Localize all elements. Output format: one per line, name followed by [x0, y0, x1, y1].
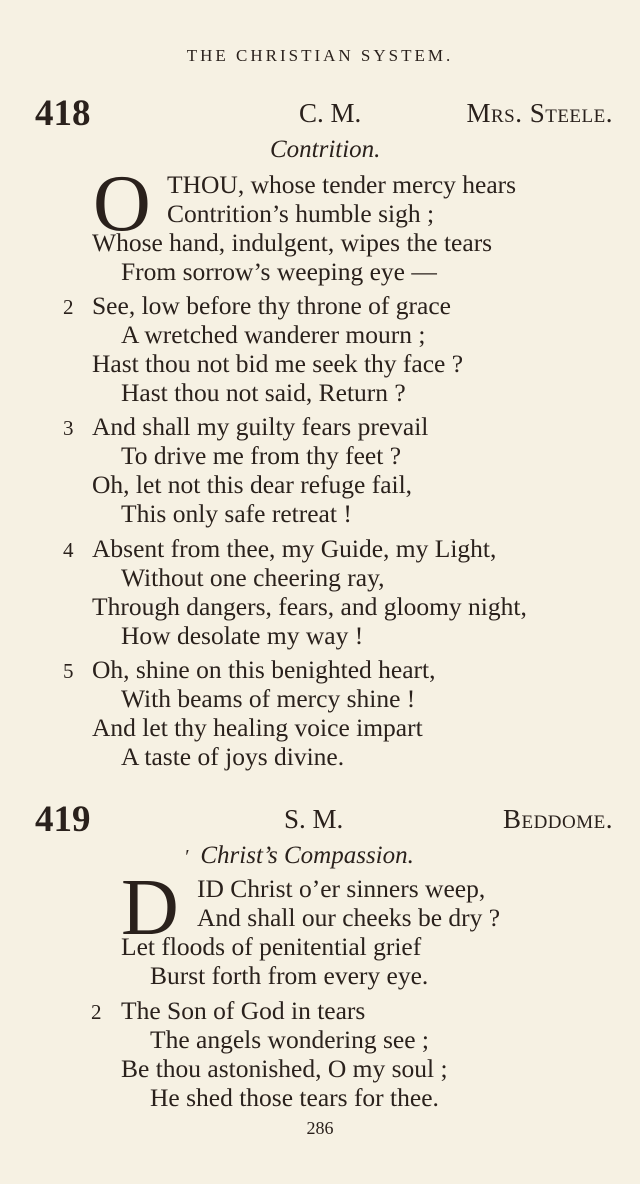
- verse-line: To drive me from thy feet ?: [121, 441, 402, 470]
- stanza-number: 2: [63, 295, 74, 319]
- hymn-title-line: [184, 842, 414, 870]
- hymn-meter: C. M.: [299, 98, 362, 128]
- verse-line: And shall my guilty fears prevail: [92, 412, 429, 441]
- title-mark: ′: [184, 846, 189, 868]
- drop-cap: D: [121, 864, 179, 952]
- verse-line: Hast thou not said, Return ?: [121, 378, 406, 407]
- verse-line: And let thy healing voice impart: [92, 713, 423, 742]
- stanza-number: 3: [63, 416, 74, 440]
- verse-line: How desolate my way !: [121, 621, 364, 650]
- verse-line: See, low before thy throne of grace: [92, 291, 451, 320]
- verse-line: The angels wondering see ;: [150, 1025, 429, 1054]
- verse-line: Whose hand, indulgent, wipes the tears: [92, 228, 493, 257]
- verse-line: ID Christ o’er sinners weep,: [197, 874, 486, 903]
- hymn-header: [0, 92, 640, 132]
- verse-line: A taste of joys divine.: [121, 742, 345, 771]
- verse-line: The Son of God in tears: [121, 996, 366, 1025]
- hymn-meter: S. M.: [284, 804, 344, 834]
- drop-cap: O: [93, 160, 151, 248]
- verse-line: Oh, let not this dear refuge fail,: [92, 470, 413, 499]
- verse-line: And shall our cheeks be dry ?: [197, 903, 501, 932]
- verse-line: Be thou astonished, O my soul ;: [121, 1054, 448, 1083]
- stanza-number: 2: [91, 1000, 102, 1024]
- verse-line: This only safe retreat !: [121, 499, 352, 528]
- hymn-author: Beddome.: [502, 804, 613, 834]
- verse-line: Let floods of penitential grief: [121, 932, 422, 961]
- verse-line: Contrition’s humble sigh ;: [167, 199, 435, 228]
- hymn-header: [0, 798, 640, 838]
- verse-line: Oh, shine on this benighted heart,: [92, 655, 436, 684]
- running-head: THE CHRISTIAN SYSTEM.: [186, 46, 454, 65]
- stanza-number: 5: [63, 659, 74, 683]
- verse-line: Hast thou not bid me seek thy face ?: [92, 349, 464, 378]
- verse-line: With beams of mercy shine !: [121, 684, 416, 713]
- hymn-title: Christ’s Compassion.: [200, 842, 414, 869]
- stanza-number: 4: [63, 538, 74, 562]
- hymn-number: 418: [35, 93, 91, 134]
- hymn-title: Contrition.: [270, 136, 381, 163]
- verse-line: A wretched wanderer mourn ;: [121, 320, 426, 349]
- verse-line: Burst forth from every eye.: [150, 961, 429, 990]
- verse-line: Absent from thee, my Guide, my Light,: [92, 534, 497, 563]
- verse-line: THOU, whose tender mercy hears: [167, 170, 517, 199]
- page-number: 286: [306, 1118, 334, 1138]
- verse-line: He shed those tears for thee.: [150, 1083, 439, 1112]
- verse-line: Without one cheering ray,: [121, 563, 385, 592]
- hymn-number: 419: [35, 799, 91, 840]
- hymn-author: Mrs. Steele.: [466, 98, 613, 128]
- verse-line: Through dangers, fears, and gloomy night,: [92, 592, 527, 621]
- verse-line: From sorrow’s weeping eye —: [121, 257, 437, 286]
